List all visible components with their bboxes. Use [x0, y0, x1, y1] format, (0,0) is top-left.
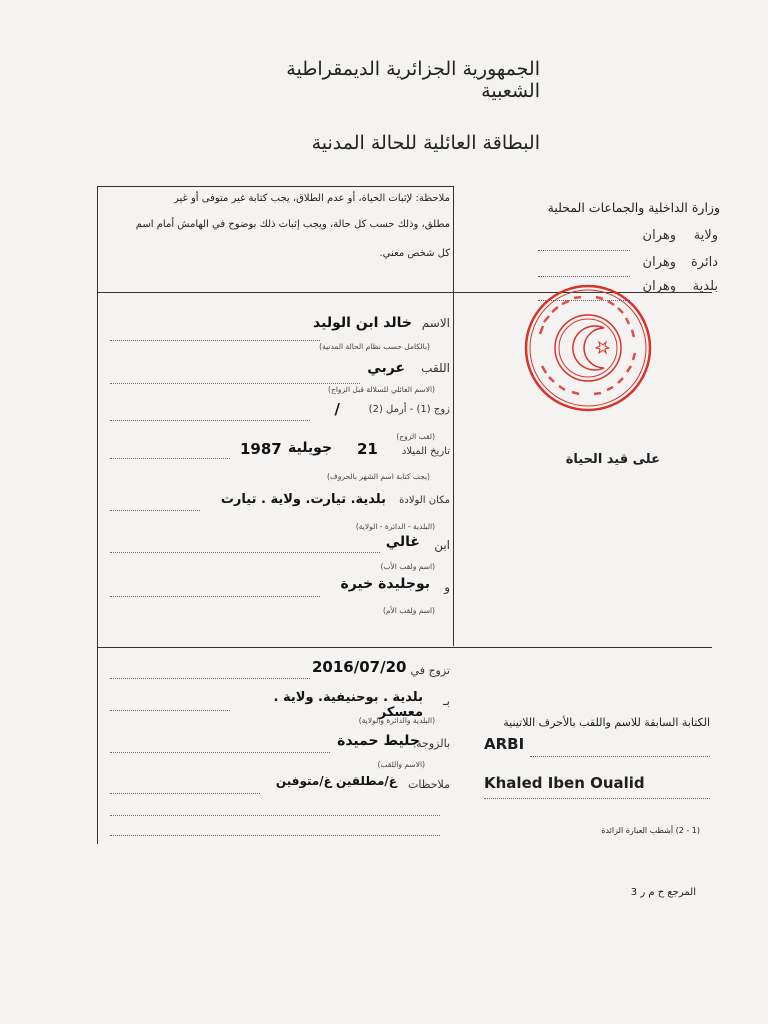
birth-year: 1987: [240, 440, 282, 458]
remarks-extra-dots-2: [110, 835, 440, 836]
spouse-hint: (لقب الزوج): [396, 432, 435, 441]
marriage-place-label: بـ: [443, 694, 450, 708]
spouse-value: /: [334, 400, 340, 418]
form-left-border: [97, 186, 98, 844]
surname-label: اللقب: [421, 361, 450, 375]
marriage-date-dots: [110, 678, 310, 679]
name-hint: (بالكامل حسب نظام الحالة المدنية): [319, 342, 430, 351]
birth-month: جويلية: [288, 440, 333, 456]
section-divider-2: [97, 647, 712, 648]
place-dots: [110, 510, 200, 511]
place-label: مكان الولادة: [399, 495, 450, 506]
daira-dots: [538, 276, 630, 277]
mother-dots: [110, 596, 320, 597]
reference: المرجع ح م ر 3: [630, 887, 696, 898]
marriage-date-label: تزوج في: [410, 664, 450, 677]
latin-name-dots: [484, 798, 710, 799]
birth-label: تاريخ الميلاد: [401, 446, 450, 457]
remarks-label: ملاحظات: [408, 778, 450, 791]
marriage-date-value: 2016/07/20: [312, 658, 407, 676]
commune-value: وهران: [642, 279, 676, 294]
name-dots: [110, 340, 320, 341]
mother-label: و: [444, 580, 450, 594]
note-line-1: ملاحظة: لإثبات الحياة، أو عدم الطلاق، يجب كتابة غير متوفى أو غير: [174, 193, 450, 204]
card-title: البطاقة العائلية للحالة المدنية: [311, 132, 540, 154]
marriage-place-value: بلدية . بوحنيفية. ولاية . معسكر: [273, 690, 423, 720]
daira-label: دائرة: [690, 255, 718, 270]
wife-hint: (الاسم واللقب): [377, 760, 425, 769]
birth-day: 21: [357, 440, 378, 458]
remarks-extra-dots-1: [110, 815, 440, 816]
birth-dots: [110, 458, 230, 459]
name-value: خالد ابن الوليد: [313, 315, 412, 331]
spouse-label: زوج (1) - أرمل (2): [368, 404, 450, 415]
daira-value: وهران: [642, 255, 676, 270]
wilaya-value: وهران: [642, 228, 676, 243]
name-label: الاسم: [421, 316, 450, 330]
wife-label: بالزوجة: [416, 737, 450, 750]
marriage-place-hint: (البلدية والدائرة والولاية): [358, 716, 435, 725]
birth-hint: (يجب كتابة اسم الشهر بالحروف): [327, 472, 430, 481]
commune-label: بلدية: [692, 279, 718, 294]
footnote: (1 - 2) أشطب العبارة الزائدة: [601, 826, 700, 835]
latin-name: Khaled Iben Oualid: [484, 774, 645, 792]
surname-dots: [110, 383, 360, 384]
form-top-border: [97, 186, 453, 187]
father-dots: [110, 552, 380, 553]
official-stamp: [522, 282, 654, 414]
place-value: بلدية. تيارت. ولاية . تيارت: [220, 492, 386, 507]
latin-surname-dots: [530, 756, 710, 757]
mother-value: بوجليدة خيرة: [340, 576, 430, 592]
place-hint: (البلدية - الدائرة - الولاية): [355, 522, 435, 531]
alive-status: على قيد الحياة: [565, 452, 660, 467]
remarks-dots: [110, 793, 260, 794]
note-line-2: مطلق، وذلك حسب كل حالة، ويجب إثبات ذلك بوضوح في الهامش أمام اسم: [135, 219, 450, 230]
wilaya-label: ولاية: [693, 228, 718, 243]
father-label: ابن: [434, 538, 450, 552]
latin-heading: الكتابة السابقة للاسم واللقب بالأحرف اللاتينية: [503, 716, 710, 729]
form-right-border: [453, 186, 454, 646]
surname-hint: (الاسم العائلي للسلالة قبل الزواج): [328, 385, 435, 394]
latin-surname: ARBI: [484, 735, 525, 753]
father-hint: (اسم ولقب الأب): [380, 562, 435, 571]
republic-header: الجمهورية الجزائرية الديمقراطية الشعبية: [286, 58, 540, 102]
marriage-place-dots: [110, 710, 230, 711]
wife-value: جليط حميدة: [337, 733, 420, 749]
spouse-dots: [110, 420, 310, 421]
note-line-3: كل شخص معني.: [379, 248, 450, 259]
wilaya-dots: [538, 250, 630, 251]
mother-hint: (اسم ولقب الأم): [382, 606, 435, 615]
ministry-name: وزارة الداخلية والجماعات المحلية: [547, 200, 720, 215]
father-value: غالي: [385, 534, 420, 550]
wife-dots: [110, 752, 330, 753]
surname-value: عربي: [367, 360, 405, 376]
remarks-value: غ/مطلقين غ/متوفين: [275, 774, 397, 788]
